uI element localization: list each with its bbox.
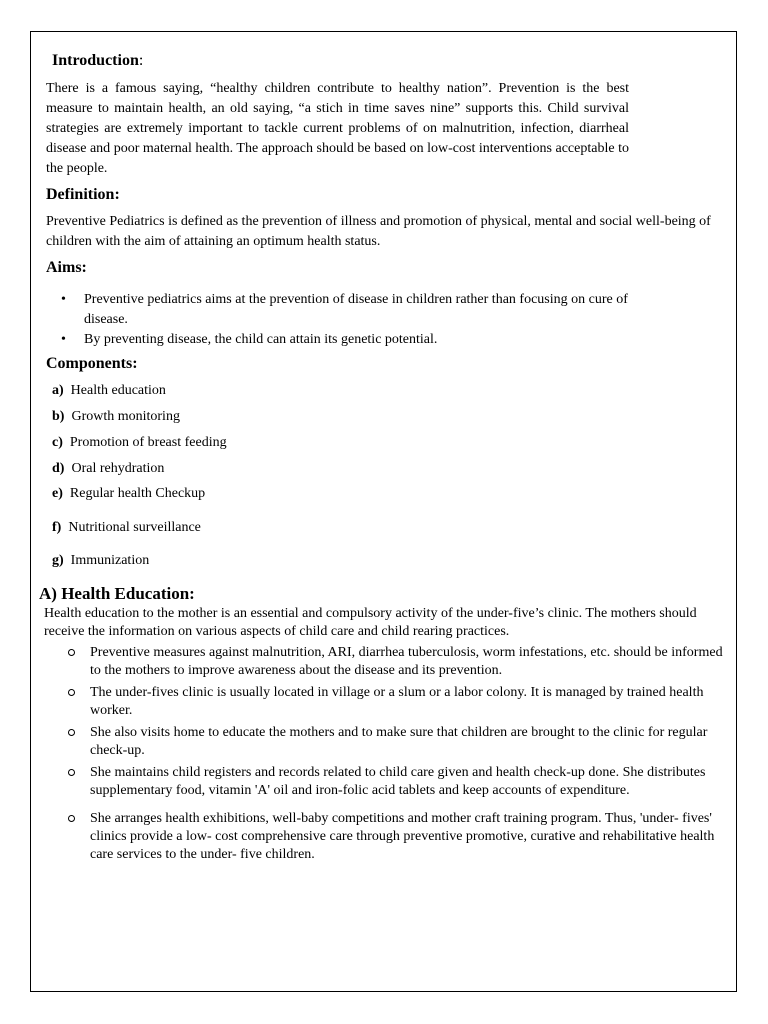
health-education-item-text: The under-fives clinic is usually located in village or a slum or a labor colony. It is managed by trained health worker.: [90, 685, 704, 718]
component-letter: c): [52, 435, 63, 450]
circle-bullet-icon: [68, 769, 75, 776]
circle-bullet-icon: [68, 649, 75, 656]
components-heading: Components:: [46, 355, 138, 372]
health-education-list-item: [68, 724, 724, 760]
component-item: [52, 433, 227, 453]
health-education-item-text: She arranges health exhibitions, well-baby competitions and mother craft training program. Thus, 'under- fives' clinics provide a low- cost comprehensive care through preventive promotive, curative and rehabilitative health care services to the under- five children.: [90, 811, 715, 862]
health-education-heading: A) Health Education:: [39, 584, 195, 603]
component-label: Oral rehydration: [71, 461, 165, 476]
component-item: [52, 407, 180, 427]
component-item: [52, 551, 149, 571]
component-item: [52, 381, 166, 401]
component-label: Immunization: [70, 553, 150, 568]
component-label: Regular health Checkup: [69, 486, 206, 501]
component-label: Growth monitoring: [71, 409, 180, 424]
component-label: Nutritional surveillance: [68, 520, 201, 535]
component-item: [52, 518, 201, 538]
circle-bullet-icon: [68, 815, 75, 822]
component-item: [52, 459, 164, 479]
health-education-list-item: [68, 764, 724, 800]
circle-bullet-icon: [68, 729, 75, 736]
health-education-item-text: She also visits home to educate the mothers and to make sure that children are brought to the clinic for regular check-up.: [90, 725, 708, 758]
aims-item-text: By preventing disease, the child can attain its genetic potential.: [84, 332, 438, 347]
component-letter: e): [52, 486, 63, 501]
health-education-paragraph: Health education to the mother is an essential and compulsory activity of the under-five’s clinic. The mothers should receive the information on various aspects of child care and child rearing practices.: [44, 606, 697, 639]
introduction-heading: [52, 52, 143, 70]
health-education-item-text: She maintains child registers and records related to child care given and health check-up done. She distributes supplementary food, vitamin 'A' oil and iron-folic acid tablets and keep accounts of expenditure.: [90, 765, 706, 798]
health-education-list-item: [68, 810, 724, 864]
component-label: Health education: [70, 383, 166, 398]
health-education-item-text: Preventive measures against malnutrition, ARI, diarrhea tuberculosis, worm infestations, etc. should be informed to the mothers to improve awareness about the disease and its prevention.: [90, 645, 723, 678]
component-label: Promotion of breast feeding: [69, 435, 227, 450]
aims-item-text: Preventive pediatrics aims at the prevention of disease in children rather than focusing on cure of disease.: [84, 292, 628, 327]
aims-heading: Aims:: [46, 259, 87, 276]
component-letter: b): [52, 409, 65, 424]
health-education-list: [68, 644, 724, 868]
introduction-paragraph: There is a famous saying, “healthy children contribute to healthy nation”. Prevention is the best measure to maintain health, an old saying, “a stich in time saves nine” supports this. Child survival strategies are extremely important to tackle current problems of on malnutrition, infection, diarrheal disease and poor maternal health. The approach should be based on low-cost interventions acceptable to the people.: [46, 81, 629, 176]
component-letter: a): [52, 383, 64, 398]
bullet-icon: •: [61, 292, 66, 307]
definition-heading: Definition:: [46, 186, 120, 203]
aims-list-item: [58, 290, 638, 330]
aims-list-item: [58, 330, 638, 350]
introduction-heading-colon: :: [138, 52, 144, 69]
health-education-list-item: [68, 684, 724, 720]
health-education-list-item: [68, 644, 724, 680]
circle-bullet-icon: [68, 689, 75, 696]
component-letter: d): [52, 461, 65, 476]
introduction-heading-text: Introduction: [52, 52, 139, 69]
aims-list: [58, 290, 638, 350]
definition-paragraph: Preventive Pediatrics is defined as the prevention of illness and promotion of physical, mental and social well-being of children with the aim of attaining an optimum health status.: [46, 214, 711, 249]
component-letter: f): [52, 520, 62, 535]
bullet-icon: •: [61, 332, 66, 347]
component-letter: g): [52, 553, 64, 568]
component-item: [52, 484, 205, 504]
